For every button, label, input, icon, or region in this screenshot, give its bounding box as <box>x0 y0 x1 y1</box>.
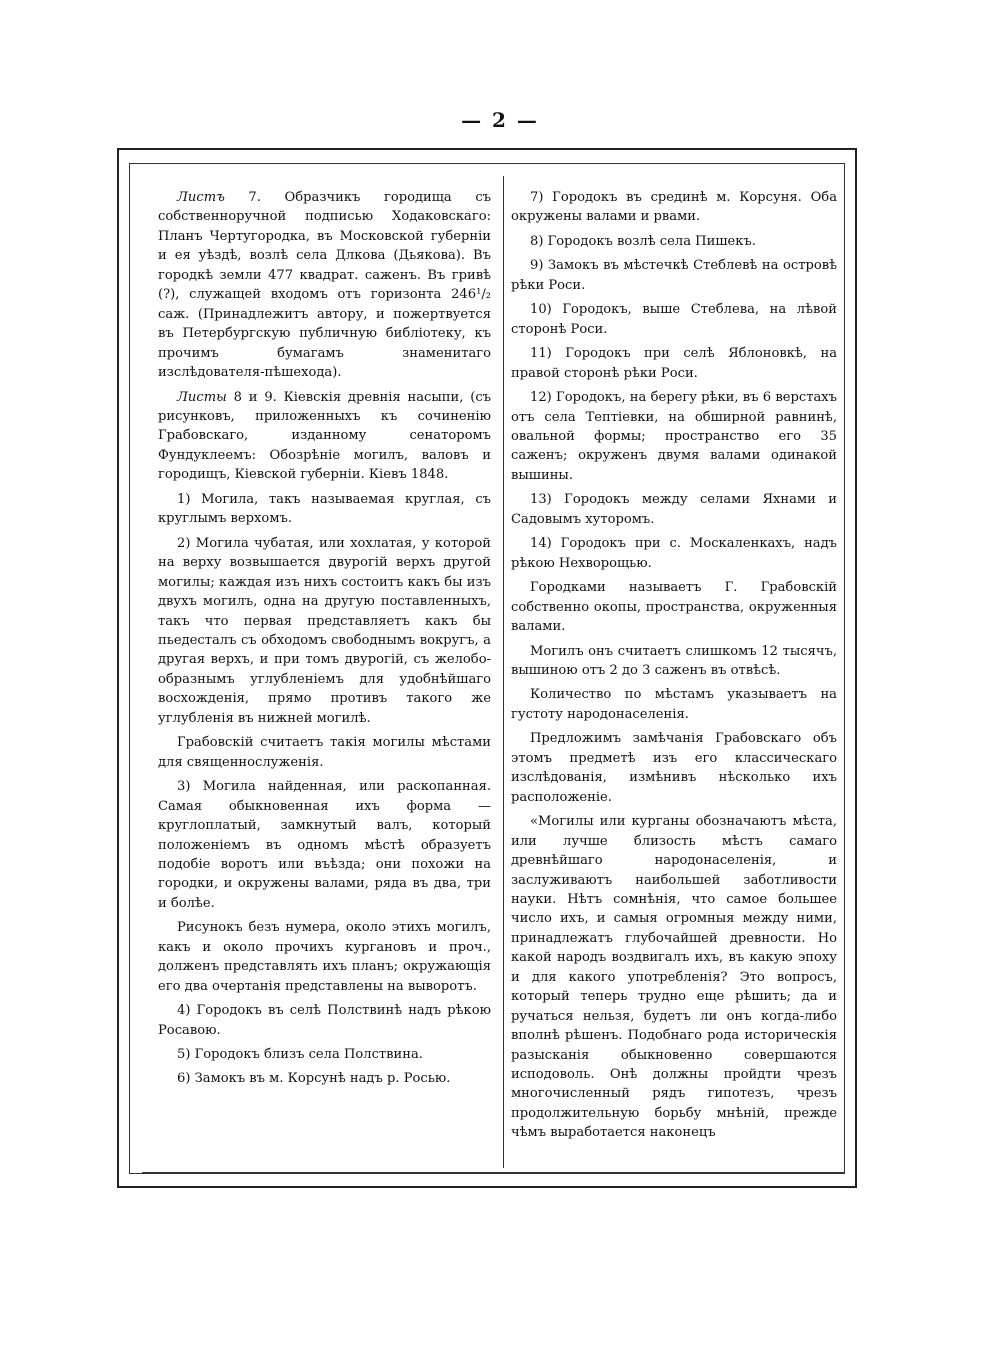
paragraph-text: 6) Замокъ въ м. Корсунѣ надъ р. Росью. <box>177 1071 451 1087</box>
paragraph <box>511 812 837 1143</box>
paragraph <box>158 188 491 383</box>
paragraph-text: 2) Могила чубатая, или хохлатая, у которой на верху возвышается двурогій верхъ другой могилы; каждая изъ нихъ состоитъ какъ бы изъ двухъ могилъ, одна на другую поставленныхъ, такъ что первая представляетъ какъ бы пьедесталъ съ обходомъ свободнымъ вокругъ, а другая верхъ, и при томъ двурогій, съ желобо-образнымъ углубленіемъ для удобнѣйшаго восхожденія, прямо противъ такого же углубленія въ нижней могилѣ. <box>158 535 491 726</box>
paragraph <box>511 188 837 227</box>
paragraph-text: 4) Городокъ въ селѣ Полствинѣ надъ рѣкою Росавою. <box>158 1003 491 1038</box>
paragraph-text: 8) Городокъ возлѣ села Пишекъ. <box>530 233 756 249</box>
left-column <box>158 188 491 1094</box>
right-column <box>511 188 837 1148</box>
paragraph-text: Количество по мѣстамъ указываетъ на густоту народонаселенія. <box>511 687 837 722</box>
paragraph-text: Грабовскій считаетъ такія могилы мѣстами для священнослуженія. <box>158 735 491 770</box>
paragraph <box>158 388 491 485</box>
paragraph <box>511 534 837 573</box>
paragraph <box>158 918 491 996</box>
paragraph <box>158 1001 491 1040</box>
paragraph-text: 1) Могила, такъ называемая круглая, съ круглымъ верхомъ. <box>158 491 491 527</box>
paragraph-text: 9) Замокъ въ мѣстечкѣ Стеблевѣ на островѣ рѣки Роси. <box>511 258 837 293</box>
paragraph-text: Могилъ онъ считаетъ слишкомъ 12 тысячъ, вышиною отъ 2 до 3 саженъ въ отвѣсѣ. <box>511 643 837 678</box>
sheet-label: Листы <box>177 389 227 405</box>
paragraph-text: 14) Городокъ при с. Москаленкахъ, надъ рѣкою Нехворощью. <box>511 536 837 571</box>
paragraph <box>511 729 837 807</box>
paragraph-text: 10) Городокъ, выше Стеблева, на лѣвой сторонѣ Роси. <box>511 302 837 337</box>
paragraph <box>511 578 837 636</box>
paragraph <box>511 256 837 295</box>
paragraph <box>158 534 491 729</box>
paragraph-text: 3) Могила найденная, или раскопанная. Самая обыкновенная ихъ форма — круглоплатый, замкнутый валъ, который положеніемъ въ одномъ мѣстѣ образуетъ подобіе воротъ или въѣзда; они похожи на городки, и окружены валами, ряда въ два, три и болѣе. <box>158 779 491 911</box>
sheet-label: Листъ <box>177 190 225 205</box>
paragraph-text: Городками называетъ Г. Грабовскій собственно окопы, пространства, окруженныя валами. <box>511 580 837 635</box>
paragraph-text: Рисунокъ безъ нумера, около этихъ могилъ, какъ и около прочихъ кургановъ и проч., долженъ представлять ихъ планъ; окружающія его два очертанія представлены на выворотъ. <box>158 920 491 994</box>
paragraph-text: 7. Образчикъ городища съ собственноручной подписью Ходаковскаго: Планъ Чертугородка, въ Московской губерніи и ея уѣздѣ, возлѣ села Длкова (Дьякова). Въ городкѣ земли 477 квадрат. саженъ. Въ гривѣ (?), служащей входомъ отъ горизонта 246¹/₂ саж. (Принадлежитъ автору, и пожертвуется въ Петербургскую публичную библіотеку, къ прочимъ бумагамъ знаменитаго изслѣдователя-пѣшехода). <box>158 190 491 381</box>
paragraph-text: «Могилы или курганы обозначаютъ мѣста, или лучше близость мѣстъ самаго древнѣйшаго народонаселенія, и заслуживаютъ наибольшей заботливости науки. Нѣтъ сомнѣнія, что самое большее число ихъ, и самыя огромныя между ними, принадлежатъ глубочайшей древности. Но какой народъ воздвигалъ ихъ, въ какую эпоху и для какого употребленія? Это вопросъ, который теперь трудно еще рѣшить; да и ручаться нельзя, будетъ ли онъ когда-либо вполнѣ рѣшенъ. Подобнаго рода историческія разысканія обыкновенно совершаются исподоволь. Онѣ должны пройдти чрезъ многочисленный рядъ гипотезъ, чрезъ продолжительную борьбу мнѣній, прежде чѣмъ выработается наконецъ <box>511 814 837 1141</box>
column-divider <box>503 176 504 1168</box>
paragraph <box>511 232 837 251</box>
paragraph <box>511 490 837 529</box>
paragraph <box>158 490 491 529</box>
bottom-rule <box>142 1172 844 1173</box>
paragraph-text: 7) Городокъ въ срединѣ м. Корсуня. Оба окружены валами и рвами. <box>511 190 837 225</box>
paragraph <box>511 344 837 383</box>
paragraph <box>511 388 837 485</box>
paragraph <box>158 1045 491 1064</box>
paragraph <box>511 685 837 724</box>
page-number: — 2 — <box>461 108 539 132</box>
paragraph-text: 12) Городокъ, на берегу рѣки, въ 6 верстахъ отъ села Тептіевки, на обширной равнинѣ, овальной формы; пространство его 35 саженъ; окруженъ двумя валами одинакой вышины. <box>511 390 837 483</box>
paragraph-text: Предложимъ замѣчанія Грабовскаго объ этомъ предметѣ изъ его классическаго изслѣдованія, измѣнивъ нѣсколько ихъ расположеніе. <box>511 731 837 805</box>
paragraph <box>158 1069 491 1088</box>
paragraph <box>158 777 491 913</box>
paragraph <box>158 733 491 772</box>
paragraph-text: 11) Городокъ при селѣ Яблоновкѣ, на правой сторонѣ рѣки Роси. <box>511 346 837 381</box>
paragraph-text: 13) Городокъ между селами Яхнами и Садовымъ хуторомъ. <box>511 492 837 527</box>
paragraph <box>511 642 837 681</box>
paragraph <box>511 300 837 339</box>
paragraph-text: 5) Городокъ близъ села Полствина. <box>177 1047 423 1063</box>
paragraph-text: 8 и 9. Кіевскія древнія насыпи, (съ рисунковъ, приложенныхъ къ сочиненію Грабовскаго, изданному сенаторомъ Фундуклеемъ: Обозрѣніе могилъ, валовъ и городищъ, Кіевской губерніи. Кіевъ 1848. <box>158 389 491 483</box>
